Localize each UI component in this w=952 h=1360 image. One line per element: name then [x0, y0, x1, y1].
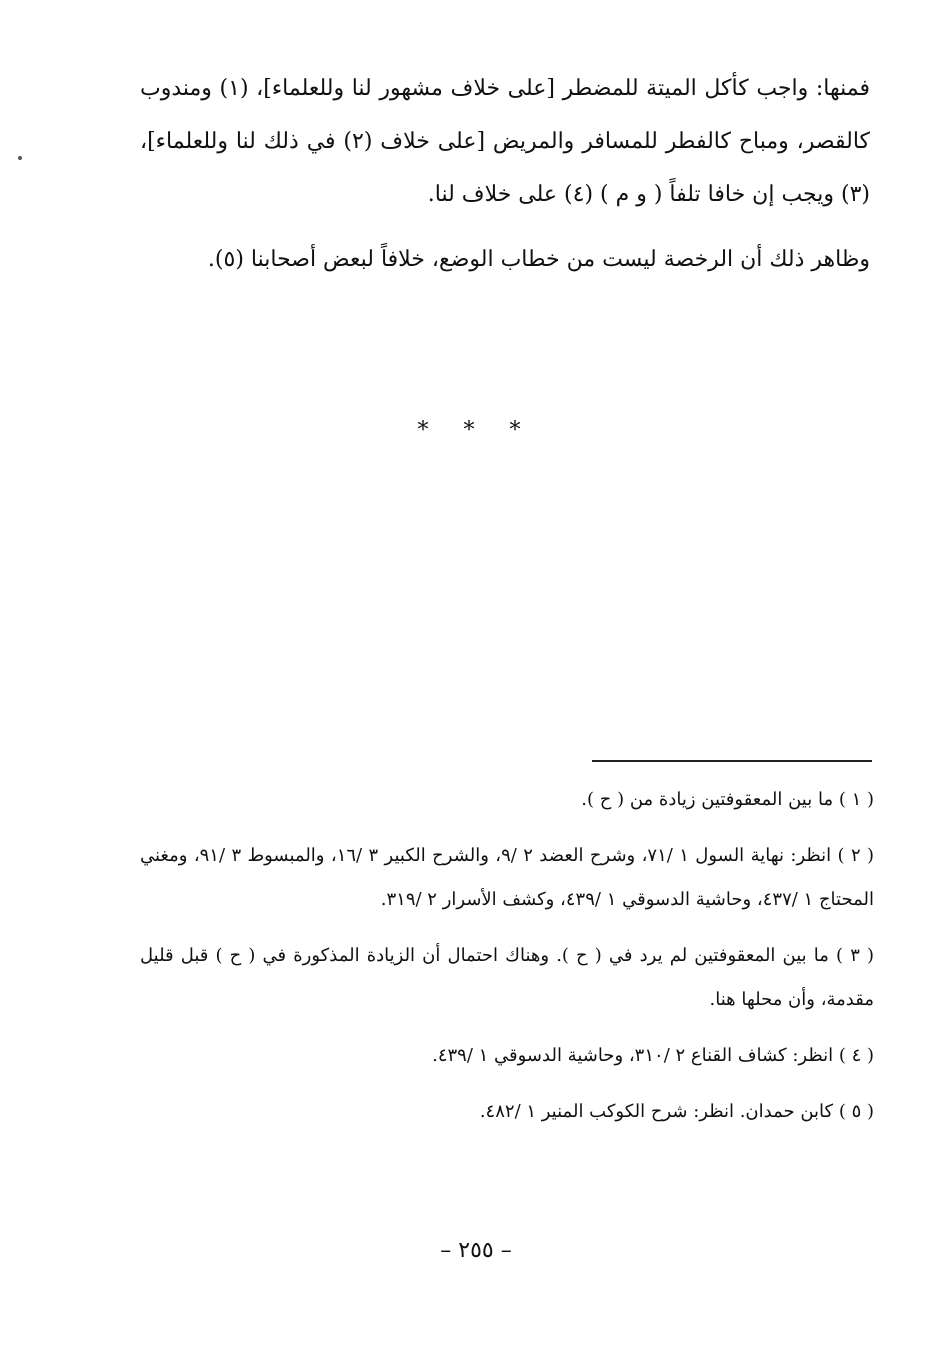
page-number: – ٢٥٥ – — [440, 1238, 512, 1263]
footnotes — [140, 778, 874, 1146]
paragraph-1: فمنها: واجب كأكل الميتة للمضطر [على خلاف مشهور لنا وللعلماء]، (١) ومندوب كالقصر، ومباح كالفطر للمسافر والمريض [على خلاف (٢) في ذلك لنا وللعلماء]، (٣) ويجب إن خافا تلفاً ( و م ) (٤) على خلاف لنا. — [140, 76, 870, 207]
footnote-5: ( ٥ ) كابن حمدان. انظر: شرح الكوكب المنير ١ /٤٨٢. — [479, 1101, 874, 1122]
footnote-1: ( ١ ) ما بين المعقوفتين زيادة من ( ح ). — [581, 789, 874, 810]
footnote-divider — [592, 760, 872, 762]
main-text — [140, 62, 870, 286]
stray-mark — [18, 156, 22, 160]
footnote-2: ( ٢ ) انظر: نهاية السول ١ /٧١، وشرح العضد ٢ /٩، والشرح الكبير ٣ /١٦، والمبسوط ٣ /٩١، ومغني المحتاج ١ /٤٣٧، وحاشية الدسوقي ١ /٤٣٩، وكشف الأسرار ٢ /٣١٩. — [140, 845, 875, 910]
paragraph-2: وظاهر ذلك أن الرخصة ليست من خطاب الوضع، خلافاً لبعض أصحابنا (٥). — [207, 247, 870, 272]
footnote-3: ( ٣ ) ما بين المعقوفتين لم يرد في ( ح ). وهناك احتمال أن الزيادة المذكورة في ( ح ) قبل قليل مقدمة، وأن محلها هنا. — [140, 945, 874, 1010]
section-separator: * * * — [417, 418, 535, 443]
footnote-4: ( ٤ ) انظر: كشاف القناع ٢ /٣١٠، وحاشية الدسوقي ١ /٤٣٩. — [432, 1045, 874, 1066]
